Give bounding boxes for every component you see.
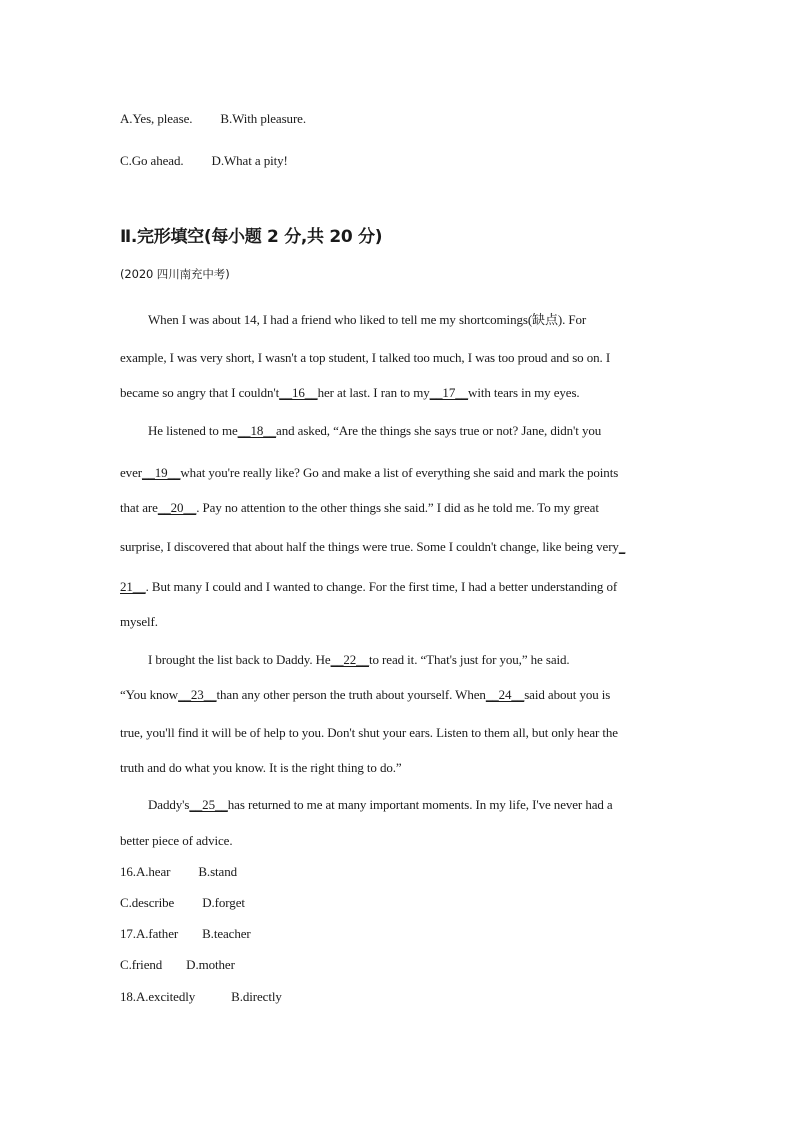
passage-line	[120, 687, 610, 703]
passage-text: ever	[120, 465, 142, 480]
section-source: (2020 四川南充中考)	[120, 267, 230, 281]
passage-text: than any other person the truth about yourself. When	[216, 687, 486, 702]
passage-text: true, you'll find it will be of help to you. Don't shut your ears. Listen to them all, but only hear the	[120, 725, 618, 740]
option-17d: D.mother	[186, 957, 235, 972]
blank-19: __19__	[141, 465, 181, 480]
blank-24: __24__	[485, 687, 525, 702]
option-18a: 18.A.excitedly	[120, 989, 196, 1004]
blank-18: __18__	[237, 423, 277, 438]
section-title: Ⅱ.完形填空(每小题 2 分,共 20 分)	[120, 227, 383, 247]
question-17-row-2	[120, 957, 235, 973]
passage-line	[148, 797, 613, 813]
passage-line	[120, 760, 402, 776]
passage-text: that are	[120, 500, 158, 515]
option-16a: 16.A.hear	[120, 864, 171, 879]
passage-text: her at last. I ran to my	[317, 385, 430, 400]
passage-text: “You know	[120, 687, 179, 702]
blank-23: __23__	[178, 687, 217, 702]
passage-text: said about you is	[524, 687, 611, 702]
passage-line	[148, 309, 586, 328]
passage-line	[120, 465, 618, 481]
prev-option-d: D.What a pity!	[211, 153, 288, 168]
question-16-row-2	[120, 895, 245, 911]
passage-line	[120, 350, 610, 366]
passage-text: with tears in my eyes.	[468, 385, 580, 400]
blank-21-start: _	[618, 539, 626, 554]
passage-text: . Pay no attention to the other things she said.” I did as he told me. To my great	[196, 500, 599, 515]
passage-text: to read it. “That's just for you,” he said.	[368, 652, 570, 667]
passage-line	[120, 539, 625, 555]
passage-text: has returned to me at many important moments. In my life, I've never had a	[227, 797, 613, 812]
option-18b: B.directly	[231, 989, 282, 1004]
passage-text: myself.	[120, 614, 158, 629]
passage-line	[120, 500, 599, 516]
question-16-row-1	[120, 864, 237, 880]
passage-text: Daddy's	[148, 797, 190, 812]
option-17c: C.friend	[120, 957, 163, 972]
passage-text: and asked, “Are the things she says true or not? Jane, didn't you	[276, 423, 602, 438]
passage-text: He listened to me	[148, 423, 238, 438]
passage-line	[120, 614, 158, 630]
passage-text: became so angry that I couldn't	[120, 385, 280, 400]
option-16b: B.stand	[198, 864, 238, 879]
prev-option-b: B.With pleasure.	[220, 111, 306, 126]
passage-line	[120, 725, 618, 741]
option-16d: D.forget	[202, 895, 245, 910]
passage-text: When I was about 14, I had a friend who liked to tell me my shortcomings(缺点). For	[148, 312, 587, 327]
passage-line	[148, 423, 601, 439]
prev-options-row-2	[120, 153, 288, 169]
question-18-row-1	[120, 989, 282, 1005]
blank-20: __20__	[157, 500, 197, 515]
passage-line	[148, 652, 570, 668]
option-17a: 17.A.father	[120, 926, 179, 941]
question-17-row-1	[120, 926, 251, 942]
passage-text: what you're really like? Go and make a list of everything she said and mark the points	[180, 465, 619, 480]
passage-text: example, I was very short, I wasn't a top student, I talked too much, I was too proud and so on. I	[120, 350, 611, 365]
passage-line	[120, 833, 232, 849]
passage-text: . But many I could and I wanted to change. For the first time, I had a better understanding of	[145, 579, 618, 594]
prev-option-c: C.Go ahead.	[120, 153, 184, 168]
blank-17: __17__	[429, 385, 469, 400]
blank-21: 21__	[120, 579, 146, 594]
prev-options-row-1	[120, 111, 306, 127]
blank-25: __25__	[189, 797, 228, 812]
option-16c: C.describe	[120, 895, 175, 910]
passage-text: truth and do what you know. It is the right thing to do.”	[120, 760, 402, 775]
option-17b: B.teacher	[202, 926, 251, 941]
passage-line	[120, 579, 617, 595]
passage-text: surprise, I discovered that about half the things were true. Some I couldn't change, like being very	[120, 539, 619, 554]
prev-option-a: A.Yes, please.	[120, 111, 193, 126]
passage-line	[120, 385, 580, 401]
passage-text: I brought the list back to Daddy. He	[148, 652, 331, 667]
passage-text: better piece of advice.	[120, 833, 233, 848]
blank-22: __22__	[330, 652, 369, 667]
blank-16: __16__	[279, 385, 318, 400]
